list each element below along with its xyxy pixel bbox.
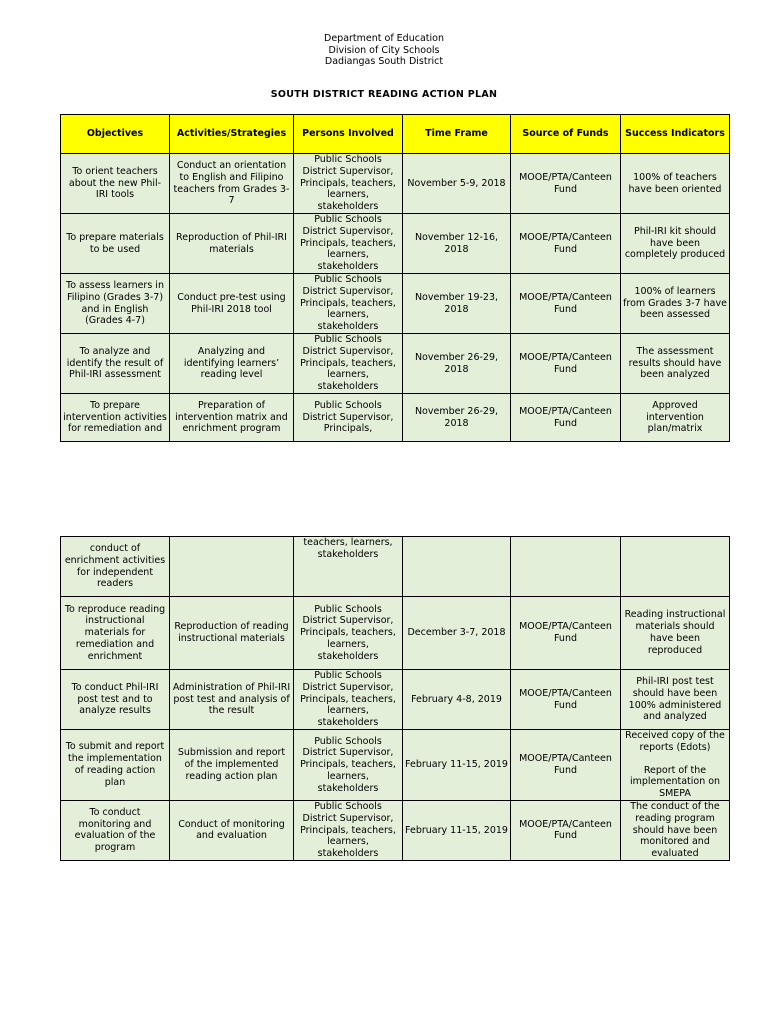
cell-indicator — [621, 537, 730, 597]
cell-objective: To analyze and identify the result of Phil-IRI assessment — [61, 334, 170, 394]
cell-funds: MOOE/PTA/Canteen Fund — [511, 274, 621, 334]
cell-persons: Public Schools District Supervisor, Principals, teachers, learners, stakeholders — [294, 154, 403, 214]
cell-activity: Conduct pre-test using Phil-IRI 2018 tool — [170, 274, 294, 334]
page-title: SOUTH DISTRICT READING ACTION PLAN — [270, 89, 498, 100]
cell-objective: To submit and report the implementation of reading action plan — [61, 730, 170, 801]
document-header — [0, 33, 768, 68]
cell-objective: To orient teachers about the new Phil-IRI tools — [61, 154, 170, 214]
col-header-objectives: Objectives — [61, 115, 170, 154]
cell-time-frame: November 19-23, 2018 — [403, 274, 511, 334]
cell-persons: Public Schools District Supervisor, Principals, teachers, learners, stakeholders — [294, 274, 403, 334]
cell-objective: To conduct monitoring and evaluation of the program — [61, 800, 170, 860]
cell-activity: Conduct of monitoring and evaluation — [170, 800, 294, 860]
cell-time-frame: February 11-15, 2019 — [403, 730, 511, 801]
cell-time-frame: November 26-29, 2018 — [403, 394, 511, 442]
header-department: Department of Education — [324, 33, 444, 44]
cell-indicator: Approved intervention plan/matrix — [621, 394, 730, 442]
indicator-line-2: Report of the implementation on SMEPA — [629, 764, 721, 800]
header-division: Division of City Schools — [328, 44, 440, 56]
cell-objective: To assess learners in Filipino (Grades 3-7) and in English (Grades 4-7) — [61, 274, 170, 334]
cell-persons: Public Schools District Supervisor, Principals, — [294, 394, 403, 442]
col-header-indicators: Success Indicators — [621, 115, 730, 154]
cell-activity: Submission and report of the implemented reading action plan — [170, 730, 294, 801]
cell-activity: Reproduction of reading instructional materials — [170, 597, 294, 670]
table-header-row — [61, 115, 730, 154]
table-row — [61, 274, 730, 334]
table-row — [61, 154, 730, 214]
action-plan-table-page2 — [60, 536, 730, 861]
table-row — [61, 597, 730, 670]
cell-objective: conduct of enrichment activities for independent readers — [61, 537, 170, 597]
cell-funds: MOOE/PTA/Canteen Fund — [511, 730, 621, 801]
cell-persons: Public Schools District Supervisor, Principals, teachers, learners, stakeholders — [294, 334, 403, 394]
cell-time-frame: December 3-7, 2018 — [403, 597, 511, 670]
indicator-line-1: Received copy of the reports (Edots) — [625, 730, 725, 753]
cell-funds: MOOE/PTA/Canteen Fund — [511, 394, 621, 442]
cell-indicator — [621, 730, 730, 801]
cell-time-frame: February 4-8, 2019 — [403, 670, 511, 730]
cell-persons: Public Schools District Supervisor, Principals, teachers, learners, stakeholders — [294, 597, 403, 670]
cell-activity: Administration of Phil-IRI post test and analysis of the result — [170, 670, 294, 730]
table-row — [61, 800, 730, 860]
cell-time-frame: February 11-15, 2019 — [403, 800, 511, 860]
table-row — [61, 730, 730, 801]
cell-persons: Public Schools District Supervisor, Principals, teachers, learners, stakeholders — [294, 730, 403, 801]
col-header-persons: Persons Involved — [294, 115, 403, 154]
cell-persons: teachers, learners, stakeholders — [294, 537, 403, 597]
cell-indicator: Phil-IRI kit should have been completely produced — [621, 214, 730, 274]
cell-activity: Analyzing and identifying learners’ reading level — [170, 334, 294, 394]
cell-indicator: The assessment results should have been analyzed — [621, 334, 730, 394]
table-row — [61, 334, 730, 394]
cell-funds: MOOE/PTA/Canteen Fund — [511, 334, 621, 394]
action-plan-table-page1 — [60, 114, 730, 442]
cell-funds: MOOE/PTA/Canteen Fund — [511, 670, 621, 730]
cell-persons: Public Schools District Supervisor, Principals, teachers, learners, stakeholders — [294, 214, 403, 274]
cell-indicator: The conduct of the reading program should have been monitored and evaluated — [621, 800, 730, 860]
cell-objective: To prepare intervention activities for remediation and — [61, 394, 170, 442]
cell-persons: Public Schools District Supervisor, Principals, teachers, learners, stakeholders — [294, 670, 403, 730]
cell-funds: MOOE/PTA/Canteen Fund — [511, 154, 621, 214]
cell-indicator: Reading instructional materials should have been reproduced — [621, 597, 730, 670]
cell-time-frame: November 12-16, 2018 — [403, 214, 511, 274]
cell-objective: To prepare materials to be used — [61, 214, 170, 274]
cell-objective: To conduct Phil-IRI post test and to analyze results — [61, 670, 170, 730]
cell-activity: Preparation of intervention matrix and enrichment program — [170, 394, 294, 442]
cell-activity — [170, 537, 294, 597]
cell-objective: To reproduce reading instructional materials for remediation and enrichment — [61, 597, 170, 670]
header-district: Dadiangas South District — [324, 56, 444, 67]
col-header-funds: Source of Funds — [511, 115, 621, 154]
cell-indicator: Phil-IRI post test should have been 100% administered and analyzed — [621, 670, 730, 730]
cell-time-frame: November 5-9, 2018 — [403, 154, 511, 214]
cell-indicator: 100% of learners from Grades 3-7 have been assessed — [621, 274, 730, 334]
cell-activity: Conduct an orientation to English and Filipino teachers from Grades 3-7 — [170, 154, 294, 214]
table-row — [61, 214, 730, 274]
col-header-activities: Activities/Strategies — [170, 115, 294, 154]
cell-funds: MOOE/PTA/Canteen Fund — [511, 800, 621, 860]
cell-activity: Reproduction of Phil-IRI materials — [170, 214, 294, 274]
cell-time-frame: November 26-29, 2018 — [403, 334, 511, 394]
cell-funds — [511, 537, 621, 597]
table-row — [61, 537, 730, 597]
cell-funds: MOOE/PTA/Canteen Fund — [511, 214, 621, 274]
cell-time-frame — [403, 537, 511, 597]
col-header-time-frame: Time Frame — [403, 115, 511, 154]
cell-indicator: 100% of teachers have been oriented — [621, 154, 730, 214]
cell-persons: Public Schools District Supervisor, Principals, teachers, learners, stakeholders — [294, 800, 403, 860]
table-row — [61, 394, 730, 442]
cell-funds: MOOE/PTA/Canteen Fund — [511, 597, 621, 670]
table-row — [61, 670, 730, 730]
